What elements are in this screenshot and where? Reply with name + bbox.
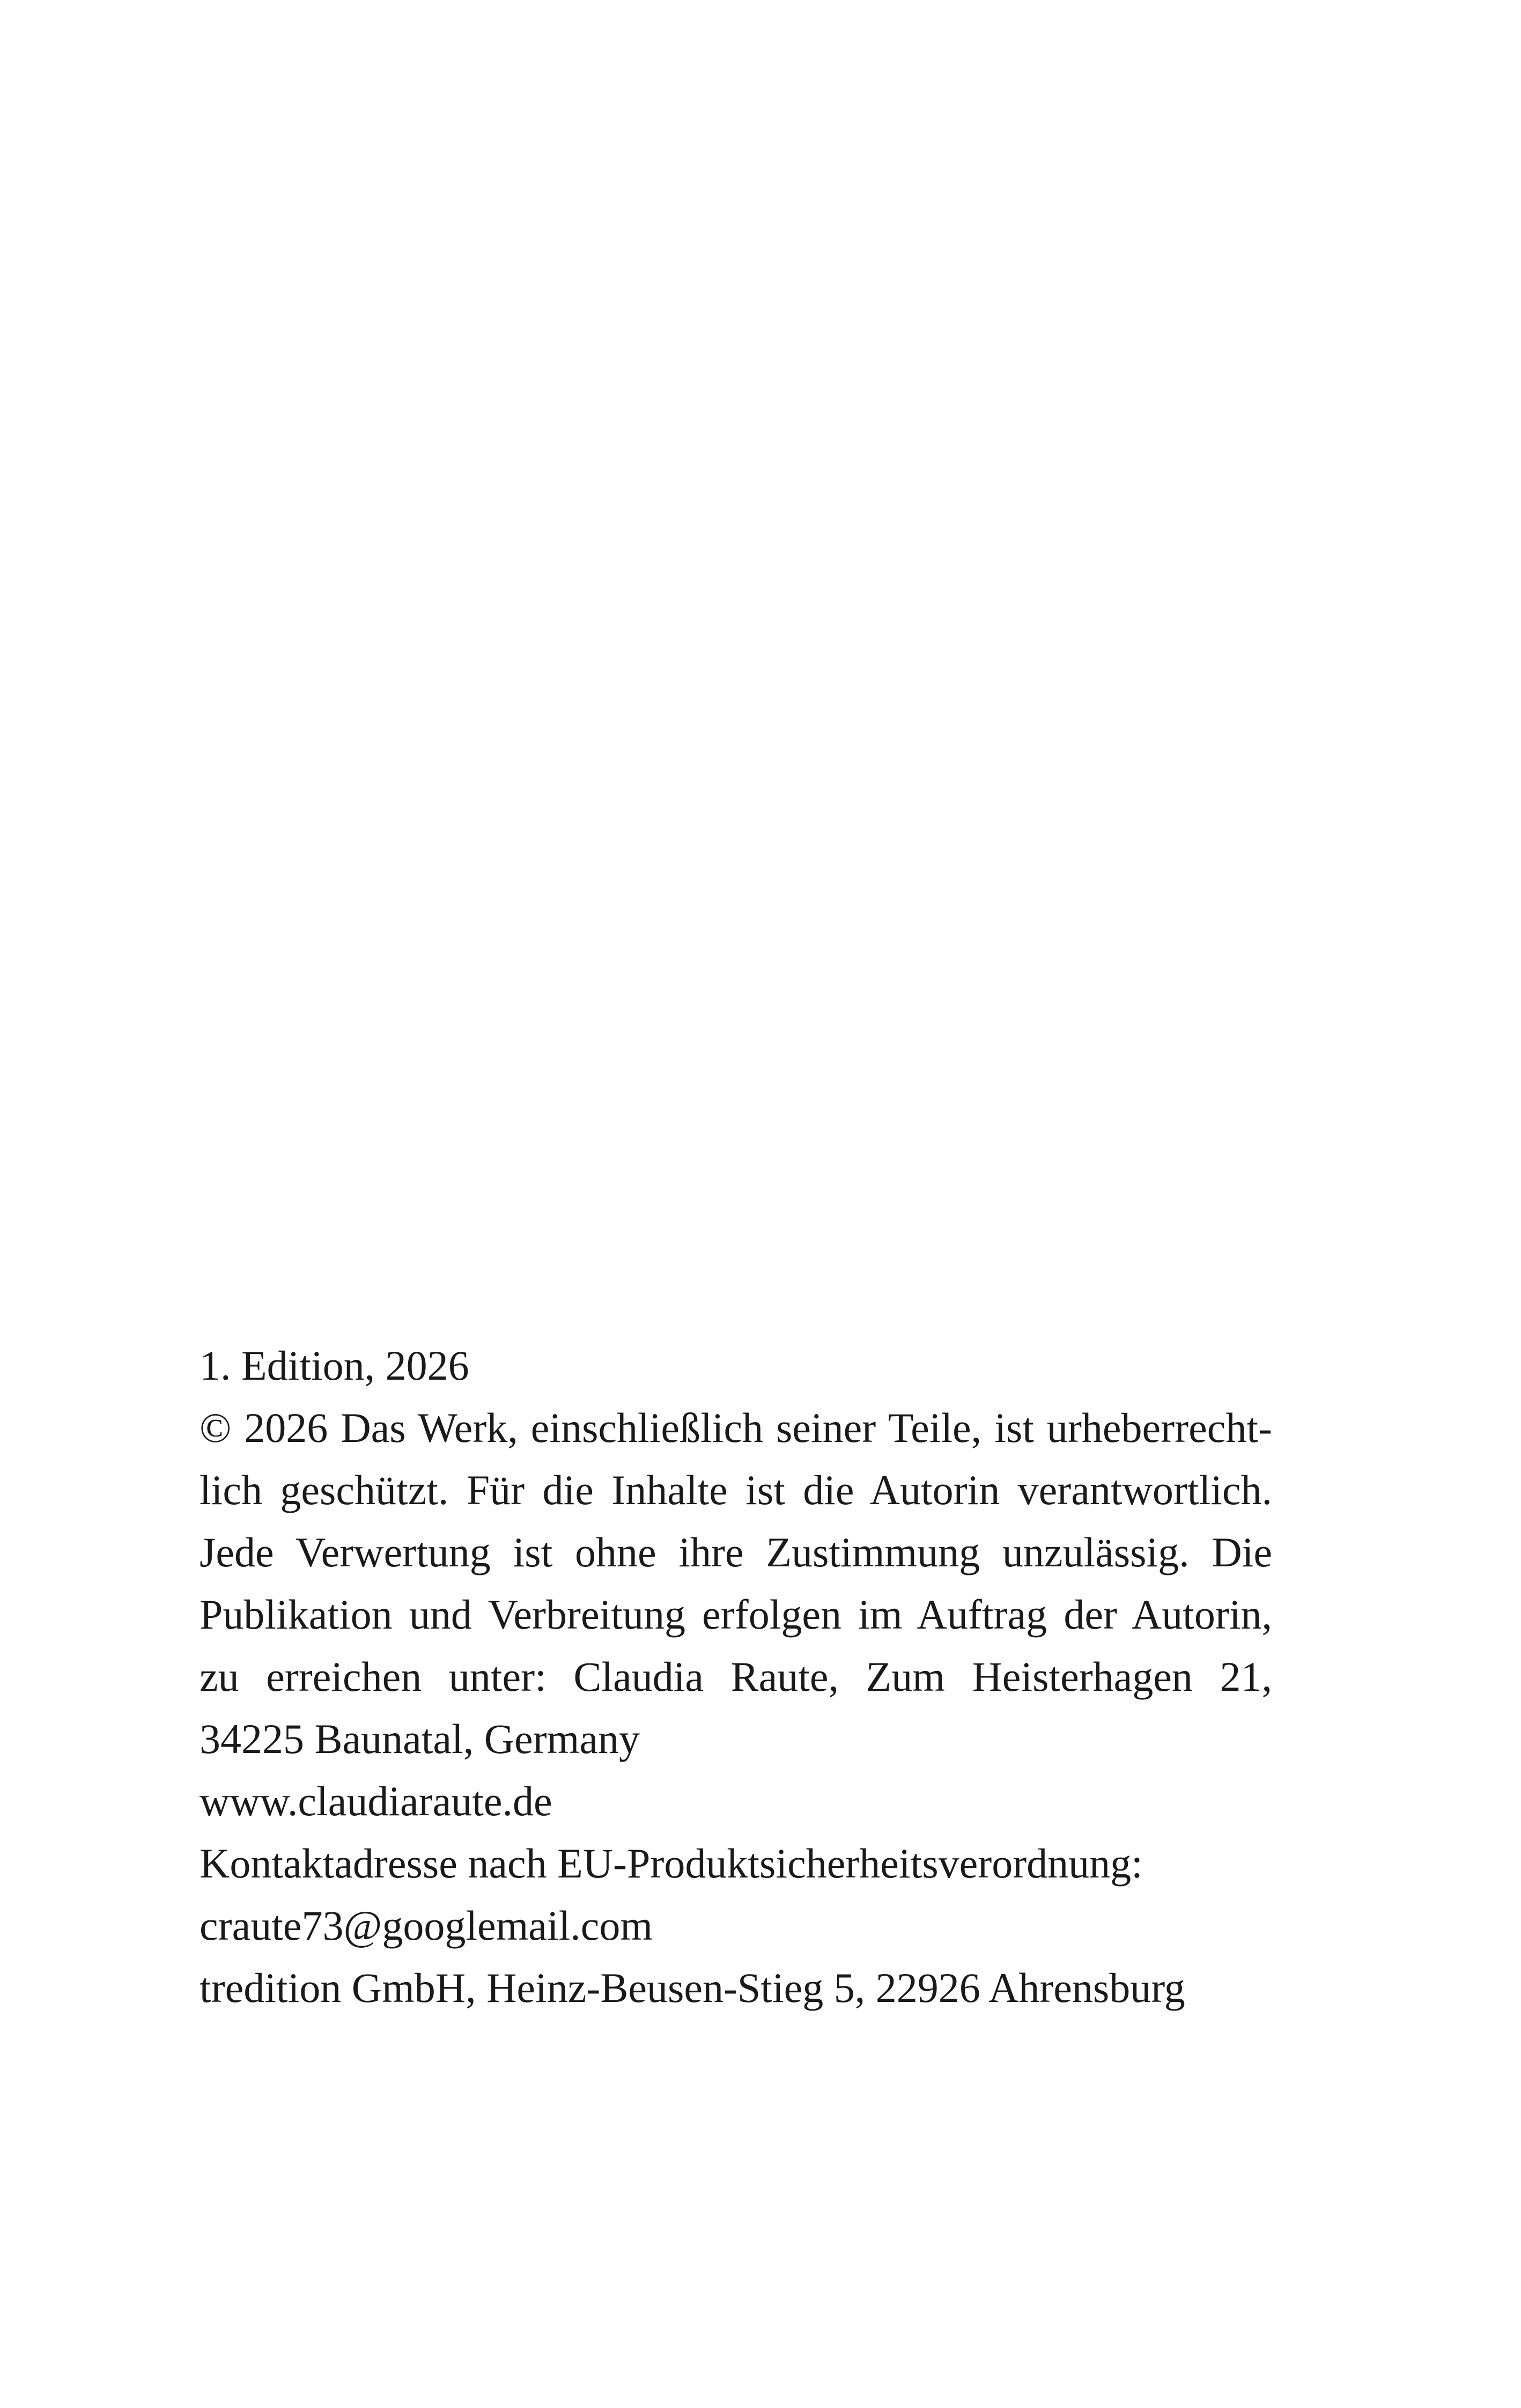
copyright-line-1: © 2026 Das Werk, einschließlich seiner Teile, ist urheberrecht- [200, 1404, 1272, 1451]
contact-label: Kontaktadresse nach EU-Produktsicherheitsverordnung: [200, 1840, 1143, 1887]
email-link[interactable]: craute73@googlemail.com [200, 1902, 653, 1949]
copyright-line-5: zu erreichen unter: Claudia Raute, Zum Heisterhagen 21, [200, 1653, 1272, 1700]
copyright-line-3: Jede Verwertung ist ohne ihre Zustimmung unzulässig. Die [200, 1529, 1272, 1575]
copyright-line-4: Publikation und Verbreitung erfolgen im Auftrag der Autorin, [200, 1591, 1272, 1638]
publisher-line: tredition GmbH, Heinz-Beusen-Stieg 5, 22926 Ahrensburg [200, 1964, 1185, 2011]
imprint-block [200, 1335, 1272, 2019]
edition-line: 1. Edition, 2026 [200, 1342, 469, 1389]
copyright-line-6: 34225 Baunatal, Germany [200, 1715, 640, 1762]
copyright-line-2: lich geschützt. Für die Inhalte ist die Autorin verantwortlich. [200, 1467, 1272, 1513]
website-link[interactable]: www.claudiaraute.de [200, 1778, 552, 1824]
